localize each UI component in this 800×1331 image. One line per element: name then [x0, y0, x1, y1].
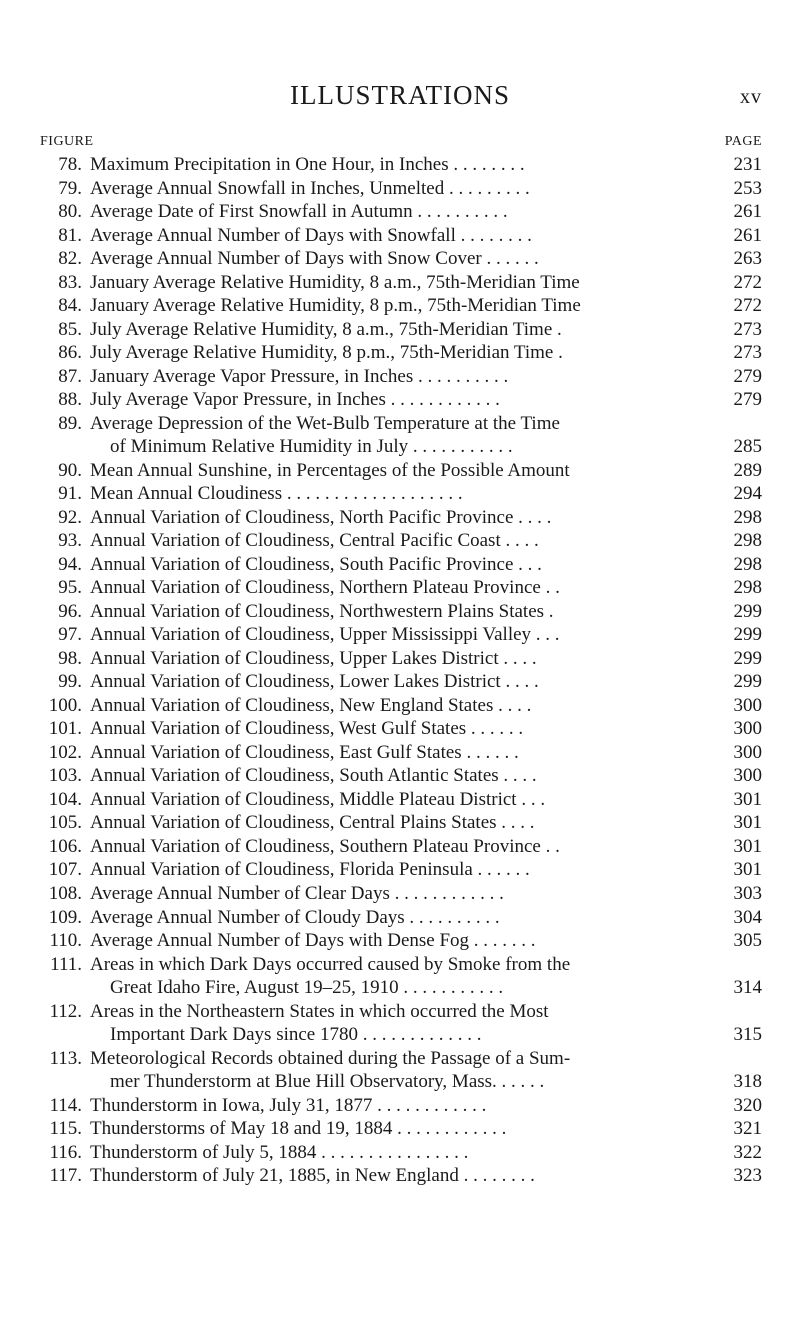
figure-title: Annual Variation of Cloudiness, Central Pacific Coast . . . . [90, 530, 539, 552]
figure-number: 92. [58, 506, 82, 528]
figure-number: 115. [49, 1118, 82, 1140]
page-reference: 300 [733, 718, 762, 740]
illustration-entry [34, 529, 762, 553]
figure-number: 106. [48, 835, 82, 857]
illustration-entry [34, 835, 762, 859]
figure-title: July Average Relative Humidity, 8 a.m., 75th-Meridian Time . [90, 318, 562, 340]
figure-title: Average Annual Number of Cloudy Days . . . . . . . . . . [90, 906, 500, 928]
column-heading-page: PAGE [724, 134, 762, 149]
figure-title: Annual Variation of Cloudiness, Middle Plateau District . . . [90, 788, 546, 810]
page-reference: 231 [733, 154, 762, 175]
page-reference: 301 [733, 812, 762, 834]
figure-number: 104. [48, 788, 82, 810]
figure-number: 99. [58, 671, 82, 693]
list-of-illustrations [34, 153, 762, 1188]
figure-number: 97. [58, 624, 82, 646]
figure-title: Annual Variation of Cloudiness, New England States . . . . [90, 694, 532, 716]
illustration-entry [34, 341, 762, 365]
figure-number: 94. [58, 553, 82, 575]
figure-title: Annual Variation of Cloudiness, Lower Lakes District . . . . [90, 671, 539, 693]
page-reference: 301 [733, 788, 762, 810]
page-reference: 261 [733, 201, 762, 223]
figure-number: 100. [48, 694, 82, 716]
illustration-entry [34, 553, 762, 577]
figure-title: Average Annual Number of Clear Days . . . . . . . . . . . . [90, 882, 504, 904]
page-reference: 285 [733, 436, 762, 458]
figure-title: Thunderstorm of July 5, 1884 . . . . . . . . . . . . . . . . [90, 1141, 469, 1163]
figure-number: 103. [48, 765, 82, 787]
page-reference: 301 [733, 859, 762, 881]
page-reference: 253 [733, 177, 762, 199]
illustration-entry [34, 224, 762, 248]
figure-number: 101. [48, 718, 82, 740]
figure-title-continuation: Important Dark Days since 1780 . . . . . . . . . . . . . [110, 1024, 482, 1046]
page-reference: 320 [733, 1094, 762, 1116]
figure-title: Annual Variation of Cloudiness, Northern Plateau Province . . [90, 577, 560, 599]
illustration-entry [34, 882, 762, 906]
illustration-entry [34, 1000, 762, 1047]
illustration-entry [34, 247, 762, 271]
figure-title: Annual Variation of Cloudiness, West Gulf States . . . . . . [90, 718, 524, 740]
page-reference: 300 [733, 694, 762, 716]
figure-number: 87. [58, 365, 82, 387]
page-reference: 300 [733, 765, 762, 787]
illustration-entry [34, 506, 762, 530]
figure-number: 89. [58, 412, 82, 434]
illustration-entry [34, 412, 762, 459]
illustration-entry [34, 788, 762, 812]
figure-title: Average Annual Snowfall in Inches, Unmelted . . . . . . . . . [90, 177, 530, 199]
page-reference: 303 [733, 882, 762, 904]
figure-title: Average Annual Number of Days with Dense Fog . . . . . . . [90, 930, 536, 952]
figure-title: Annual Variation of Cloudiness, East Gulf States . . . . . . [90, 741, 519, 763]
page-reference: 279 [733, 389, 762, 411]
illustration-entry [34, 153, 762, 177]
figure-title: Annual Variation of Cloudiness, North Pacific Province . . . . [90, 506, 552, 528]
figure-number: 82. [58, 248, 82, 270]
figure-number: 90. [58, 459, 82, 481]
figure-title: July Average Relative Humidity, 8 p.m., 75th-Meridian Time . [90, 342, 563, 364]
figure-title: Thunderstorms of May 18 and 19, 1884 . . . . . . . . . . . . [90, 1118, 507, 1140]
figure-number: 102. [48, 741, 82, 763]
figure-number: 85. [58, 318, 82, 340]
page-reference: 298 [733, 553, 762, 575]
figure-title: Average Depression of the Wet-Bulb Temperature at the Time [90, 412, 560, 434]
page-reference: 314 [733, 977, 762, 999]
figure-number: 111. [50, 953, 82, 975]
illustration-entry [34, 576, 762, 600]
illustration-entry [34, 1117, 762, 1141]
figure-number: 110. [49, 930, 82, 952]
illustration-entry [34, 459, 762, 483]
page-reference: 299 [733, 600, 762, 622]
figure-title: Average Date of First Snowfall in Autumn . . . . . . . . . . [90, 201, 508, 223]
illustration-entry [34, 482, 762, 506]
page-reference: 315 [733, 1024, 762, 1046]
figure-title: Mean Annual Sunshine, in Percentages of the Possible Amount [90, 459, 570, 481]
figure-title: Mean Annual Cloudiness . . . . . . . . . . . . . . . . . . . [90, 483, 463, 505]
illustration-entry [34, 953, 762, 1000]
figure-number: 107. [48, 859, 82, 881]
figure-title: Average Annual Number of Days with Snowfall . . . . . . . . [90, 224, 532, 246]
page-reference: 272 [733, 271, 762, 293]
illustration-entry [34, 294, 762, 318]
page-reference: 304 [733, 906, 762, 928]
page-reference: 263 [733, 248, 762, 270]
page-reference: 289 [733, 459, 762, 481]
page-reference: 261 [733, 224, 762, 246]
illustration-entry [34, 694, 762, 718]
illustration-entry [34, 1141, 762, 1165]
figure-title: Areas in the Northeastern States in which occurred the Most [90, 1000, 549, 1022]
figure-title: Average Annual Number of Days with Snow Cover . . . . . . [90, 248, 539, 270]
illustration-entry [34, 1094, 762, 1118]
illustration-entry [34, 600, 762, 624]
illustration-entry [34, 365, 762, 389]
page-reference: 321 [733, 1118, 762, 1140]
page-reference: 273 [733, 318, 762, 340]
figure-number: 98. [58, 647, 82, 669]
illustration-entry [34, 177, 762, 201]
figure-number: 113. [49, 1047, 82, 1069]
page-number: xv [740, 86, 762, 108]
figure-number: 109. [48, 906, 82, 928]
figure-number: 112. [49, 1000, 82, 1022]
running-head: ILLUSTRATIONS [290, 80, 510, 110]
illustration-entry [34, 929, 762, 953]
illustration-entry [34, 670, 762, 694]
figure-title: Annual Variation of Cloudiness, Northwestern Plains States . [90, 600, 554, 622]
figure-number: 84. [58, 295, 82, 317]
figure-number: 91. [58, 483, 82, 505]
illustration-entry [34, 271, 762, 295]
illustration-entry [34, 811, 762, 835]
figure-number: 81. [58, 224, 82, 246]
figure-title: Annual Variation of Cloudiness, South Atlantic States . . . . [90, 765, 537, 787]
figure-number: 108. [48, 882, 82, 904]
figure-title: Thunderstorm in Iowa, July 31, 1877 . . . . . . . . . . . . [90, 1094, 487, 1116]
figure-title: Annual Variation of Cloudiness, Upper Lakes District . . . . [90, 647, 537, 669]
page-reference: 299 [733, 671, 762, 693]
page-reference: 305 [733, 930, 762, 952]
page-reference: 298 [733, 530, 762, 552]
figure-title-continuation: of Minimum Relative Humidity in July . . . . . . . . . . . [110, 436, 513, 458]
illustration-entry [34, 200, 762, 224]
figure-title: January Average Vapor Pressure, in Inches . . . . . . . . . . [90, 365, 509, 387]
figure-number: 80. [58, 201, 82, 223]
page-reference: 298 [733, 506, 762, 528]
illustration-entry [34, 1047, 762, 1094]
page-reference: 299 [733, 624, 762, 646]
figure-number: 116. [49, 1141, 82, 1163]
figure-title: January Average Relative Humidity, 8 a.m., 75th-Meridian Time [90, 271, 580, 293]
figure-number: 93. [58, 530, 82, 552]
page-reference: 279 [733, 365, 762, 387]
figure-number: 78. [58, 154, 82, 175]
figure-title: January Average Relative Humidity, 8 p.m., 75th-Meridian Time [90, 295, 581, 317]
illustration-entry [34, 764, 762, 788]
figure-number: 117. [49, 1165, 82, 1187]
figure-number: 79. [58, 177, 82, 199]
illustration-entry [34, 741, 762, 765]
page-reference: 301 [733, 835, 762, 857]
figure-number: 86. [58, 342, 82, 364]
figure-title: Annual Variation of Cloudiness, Upper Mississippi Valley . . . [90, 624, 560, 646]
page-reference: 323 [733, 1165, 762, 1187]
page-reference: 272 [733, 295, 762, 317]
illustration-entry [34, 858, 762, 882]
figure-number: 88. [58, 389, 82, 411]
illustration-entry [34, 318, 762, 342]
figure-title-continuation: Great Idaho Fire, August 19–25, 1910 . . . . . . . . . . . [110, 977, 504, 999]
column-heading-figure: FIGURE [40, 134, 94, 149]
page-reference: 299 [733, 647, 762, 669]
figure-title: Areas in which Dark Days occurred caused by Smoke from the [90, 953, 571, 975]
illustration-entry [34, 717, 762, 741]
illustration-entry [34, 388, 762, 412]
illustration-entry [34, 906, 762, 930]
figure-number: 95. [58, 577, 82, 599]
page-reference: 318 [733, 1071, 762, 1093]
page-reference: 294 [733, 483, 762, 505]
figure-title: Maximum Precipitation in One Hour, in Inches . . . . . . . . [90, 154, 525, 175]
illustration-entry [34, 647, 762, 671]
figure-number: 105. [48, 812, 82, 834]
figure-title: Annual Variation of Cloudiness, Southern Plateau Province . . [90, 835, 560, 857]
figure-title: Annual Variation of Cloudiness, Central Plains States . . . . [90, 812, 535, 834]
figure-number: 96. [58, 600, 82, 622]
illustration-entry [34, 1164, 762, 1188]
figure-title: Meteorological Records obtained during the Passage of a Sum- [90, 1047, 571, 1069]
figure-number: 83. [58, 271, 82, 293]
page-reference: 273 [733, 342, 762, 364]
page-reference: 300 [733, 741, 762, 763]
illustration-entry [34, 623, 762, 647]
figure-title: Annual Variation of Cloudiness, Florida Peninsula . . . . . . [90, 859, 530, 881]
figure-title: Thunderstorm of July 21, 1885, in New England . . . . . . . . [90, 1165, 535, 1187]
figure-title-continuation: mer Thunderstorm at Blue Hill Observatory, Mass. . . . . . [110, 1071, 545, 1093]
page-reference: 298 [733, 577, 762, 599]
page-reference: 322 [733, 1141, 762, 1163]
figure-number: 114. [49, 1094, 82, 1116]
figure-title: July Average Vapor Pressure, in Inches . . . . . . . . . . . . [90, 389, 500, 411]
figure-title: Annual Variation of Cloudiness, South Pacific Province . . . [90, 553, 542, 575]
